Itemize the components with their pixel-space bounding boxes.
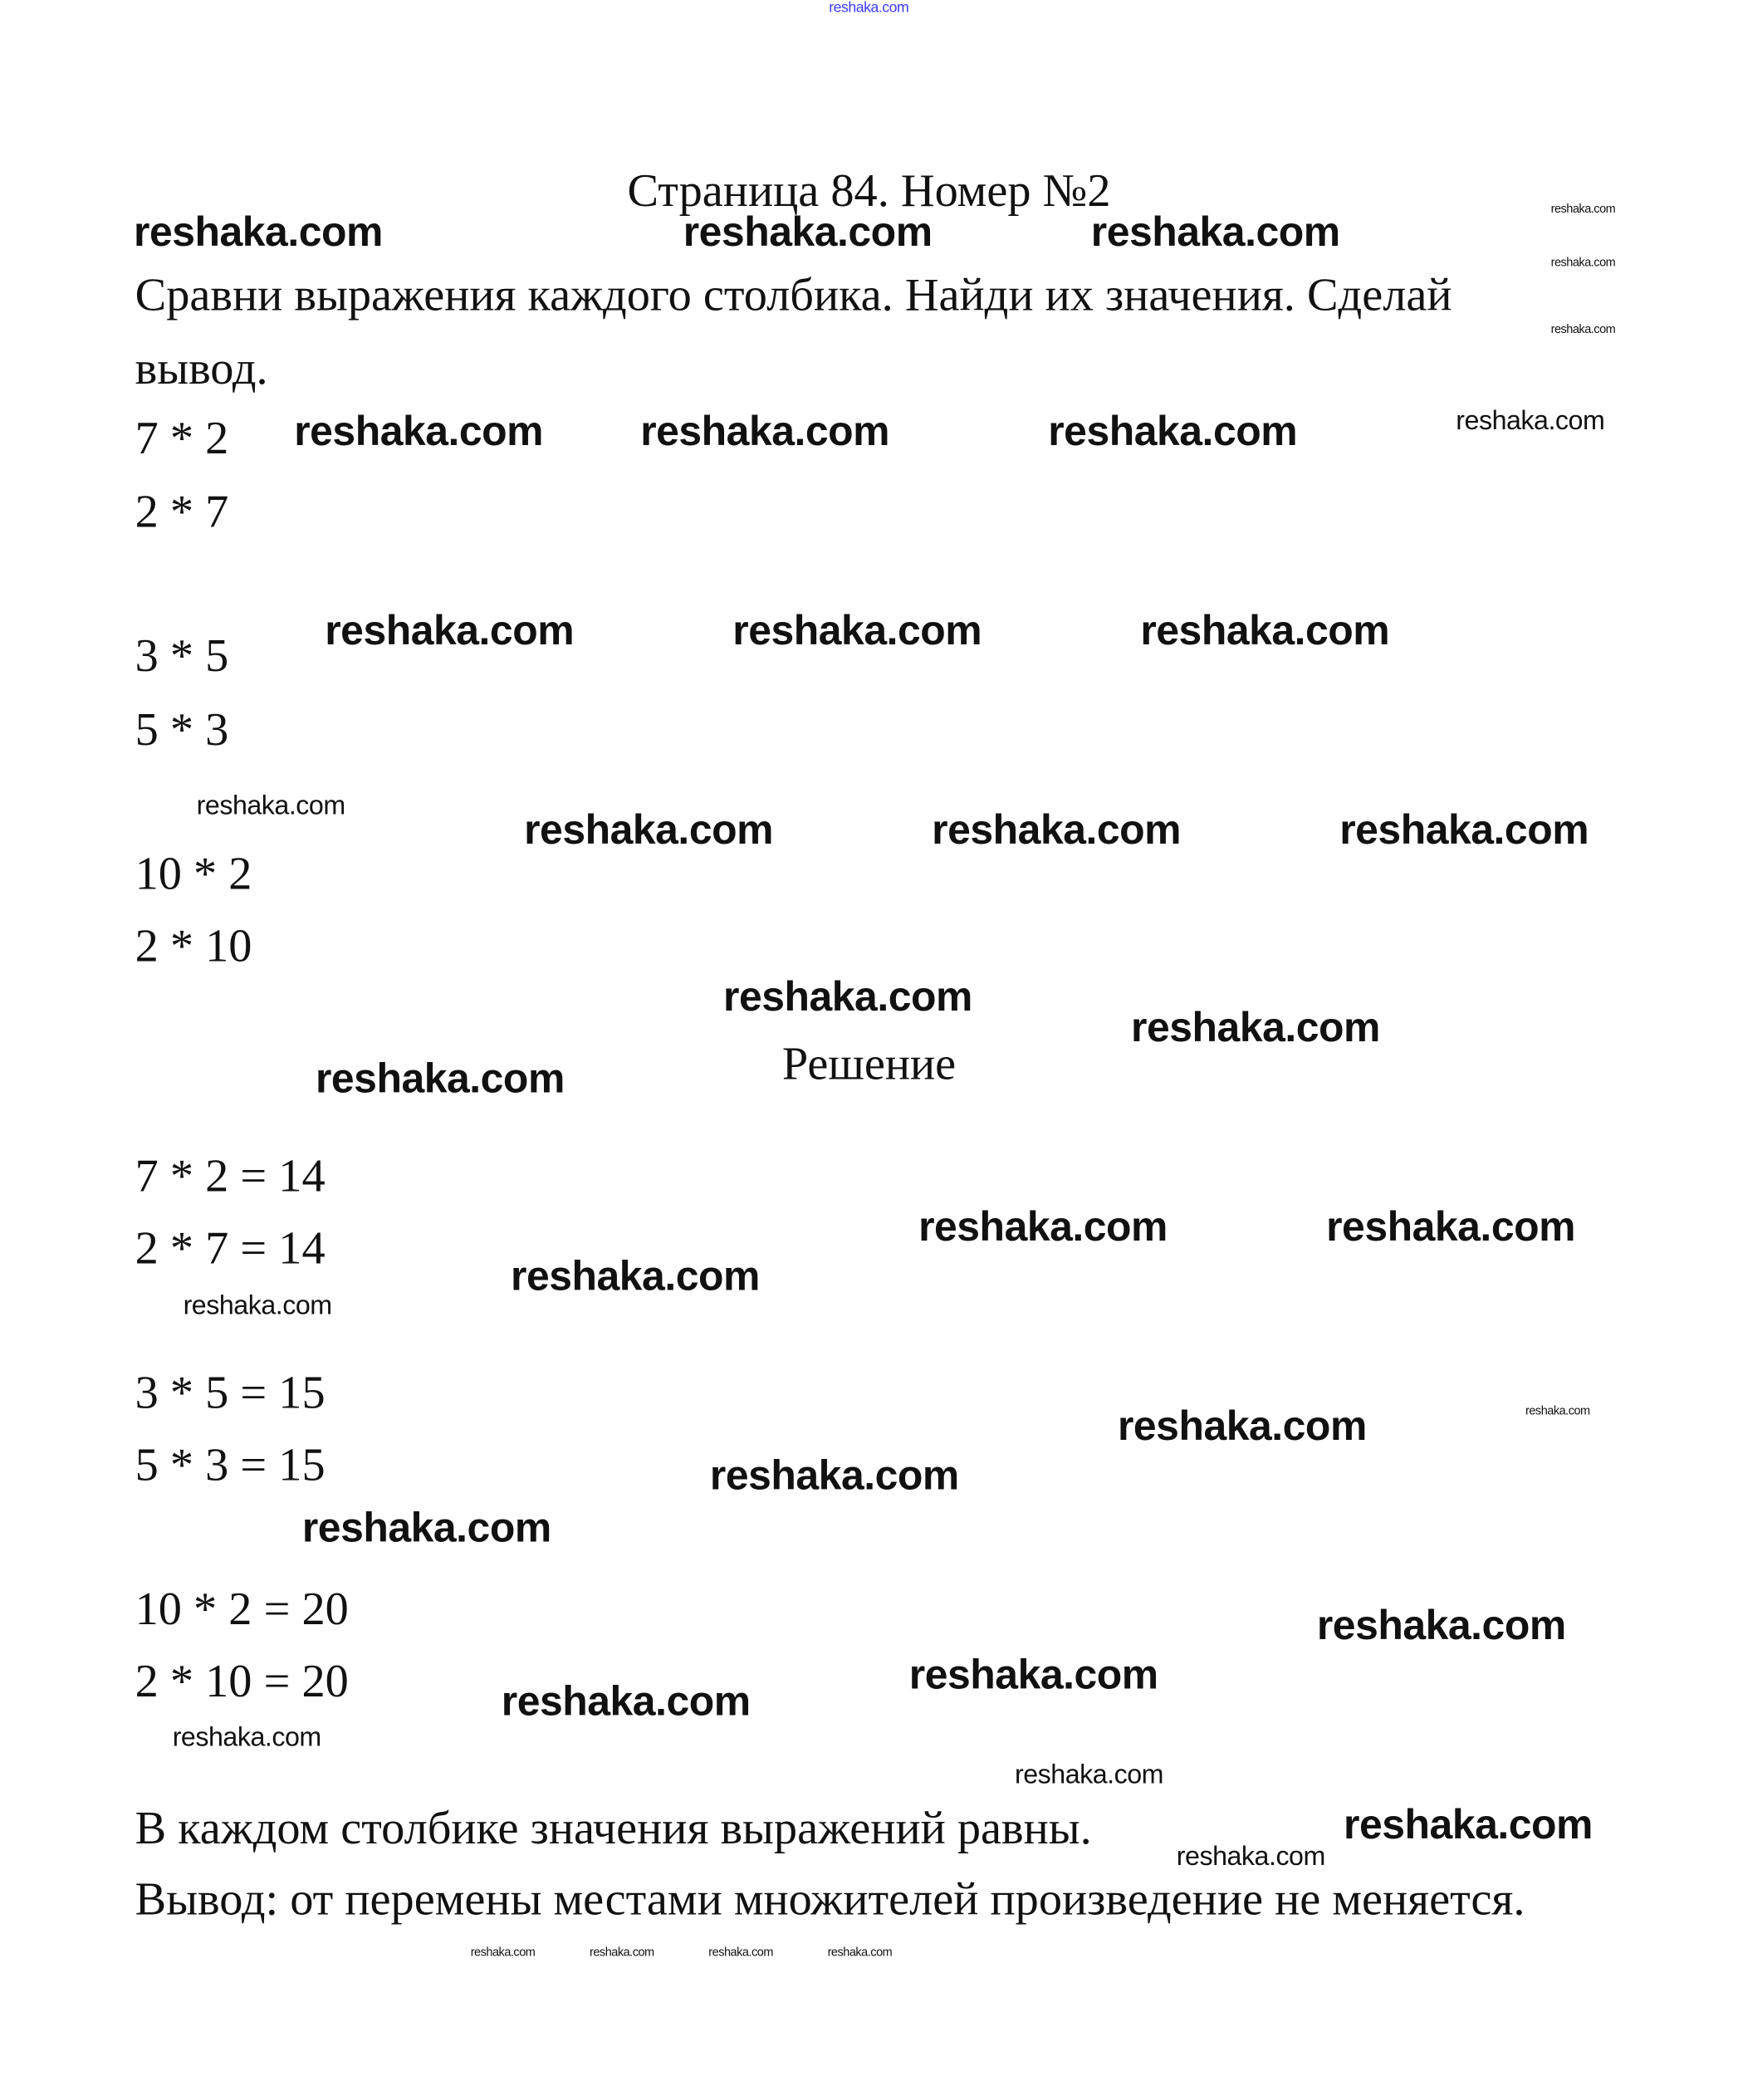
watermark: reshaka.com	[325, 606, 575, 653]
watermark: reshaka.com	[1014, 1760, 1164, 1790]
watermark: reshaka.com	[1316, 1600, 1566, 1648]
watermark: reshaka.com	[829, 0, 909, 16]
watermark: reshaka.com	[315, 1054, 565, 1101]
watermark: reshaka.com	[1048, 407, 1298, 454]
watermark: reshaka.com	[732, 606, 982, 653]
watermark: reshaka.com	[1117, 1402, 1367, 1449]
watermark: reshaka.com	[918, 1202, 1168, 1250]
watermark: reshaka.com	[827, 1944, 893, 1958]
watermark: reshaka.com	[932, 805, 1182, 853]
watermark: reshaka.com	[723, 972, 972, 1020]
expression: 2 * 10	[135, 919, 252, 972]
watermark: reshaka.com	[1525, 1402, 1590, 1417]
expression: 3 * 5	[135, 629, 229, 683]
watermark: reshaka.com	[709, 1451, 959, 1499]
solution-line: 2 * 10 = 20	[135, 1655, 349, 1707]
watermark: reshaka.com	[1456, 406, 1605, 436]
watermark: reshaka.com	[1140, 606, 1390, 653]
watermark: reshaka.com	[1176, 1842, 1325, 1872]
watermark: reshaka.com	[294, 407, 544, 454]
watermark: reshaka.com	[1550, 201, 1616, 215]
solution-line: 7 * 2 = 14	[135, 1149, 326, 1202]
watermark: reshaka.com	[1339, 805, 1589, 853]
watermark: reshaka.com	[172, 1723, 321, 1753]
watermark: reshaka.com	[1090, 208, 1340, 255]
watermark: reshaka.com	[196, 791, 345, 821]
watermark: reshaka.com	[470, 1944, 536, 1958]
page-title: Страница 84. Номер №2	[627, 164, 1111, 217]
watermark: reshaka.com	[501, 1677, 751, 1725]
expression: 2 * 7	[135, 485, 229, 538]
watermark: reshaka.com	[511, 1251, 760, 1300]
solution-heading: Решение	[781, 1037, 957, 1090]
expression: 5 * 3	[135, 702, 229, 756]
solution-line: 5 * 3 = 15	[135, 1438, 326, 1491]
watermark: reshaka.com	[708, 1944, 773, 1958]
conclusion-line-1: В каждом столбике значения выражений равны.	[135, 1802, 1092, 1855]
watermark: reshaka.com	[1550, 254, 1616, 268]
watermark: reshaka.com	[908, 1650, 1158, 1697]
watermark: reshaka.com	[1550, 321, 1616, 335]
solution-line: 2 * 7 = 14	[135, 1221, 326, 1275]
task-text-line-1: Сравни выражения каждого столбика. Найди их значения. Сделай	[135, 268, 1452, 321]
watermark: reshaka.com	[683, 208, 933, 255]
solution-line: 10 * 2 = 20	[135, 1583, 349, 1636]
watermark: reshaka.com	[640, 407, 890, 454]
solution-line: 3 * 5 = 15	[135, 1366, 326, 1419]
watermark: reshaka.com	[590, 1944, 654, 1958]
task-text-line-2: вывод.	[135, 342, 268, 394]
watermark: reshaka.com	[1326, 1202, 1576, 1250]
watermark: reshaka.com	[1131, 1003, 1380, 1050]
watermark: reshaka.com	[1344, 1799, 1593, 1848]
expression: 10 * 2	[135, 847, 252, 900]
watermark: reshaka.com	[134, 208, 383, 255]
expression: 7 * 2	[135, 411, 229, 464]
watermark: reshaka.com	[524, 805, 774, 853]
watermark: reshaka.com	[301, 1503, 551, 1550]
watermark: reshaka.com	[183, 1291, 332, 1321]
conclusion-line-2: Вывод: от перемены местами множителей произведение не меняется.	[135, 1872, 1525, 1926]
